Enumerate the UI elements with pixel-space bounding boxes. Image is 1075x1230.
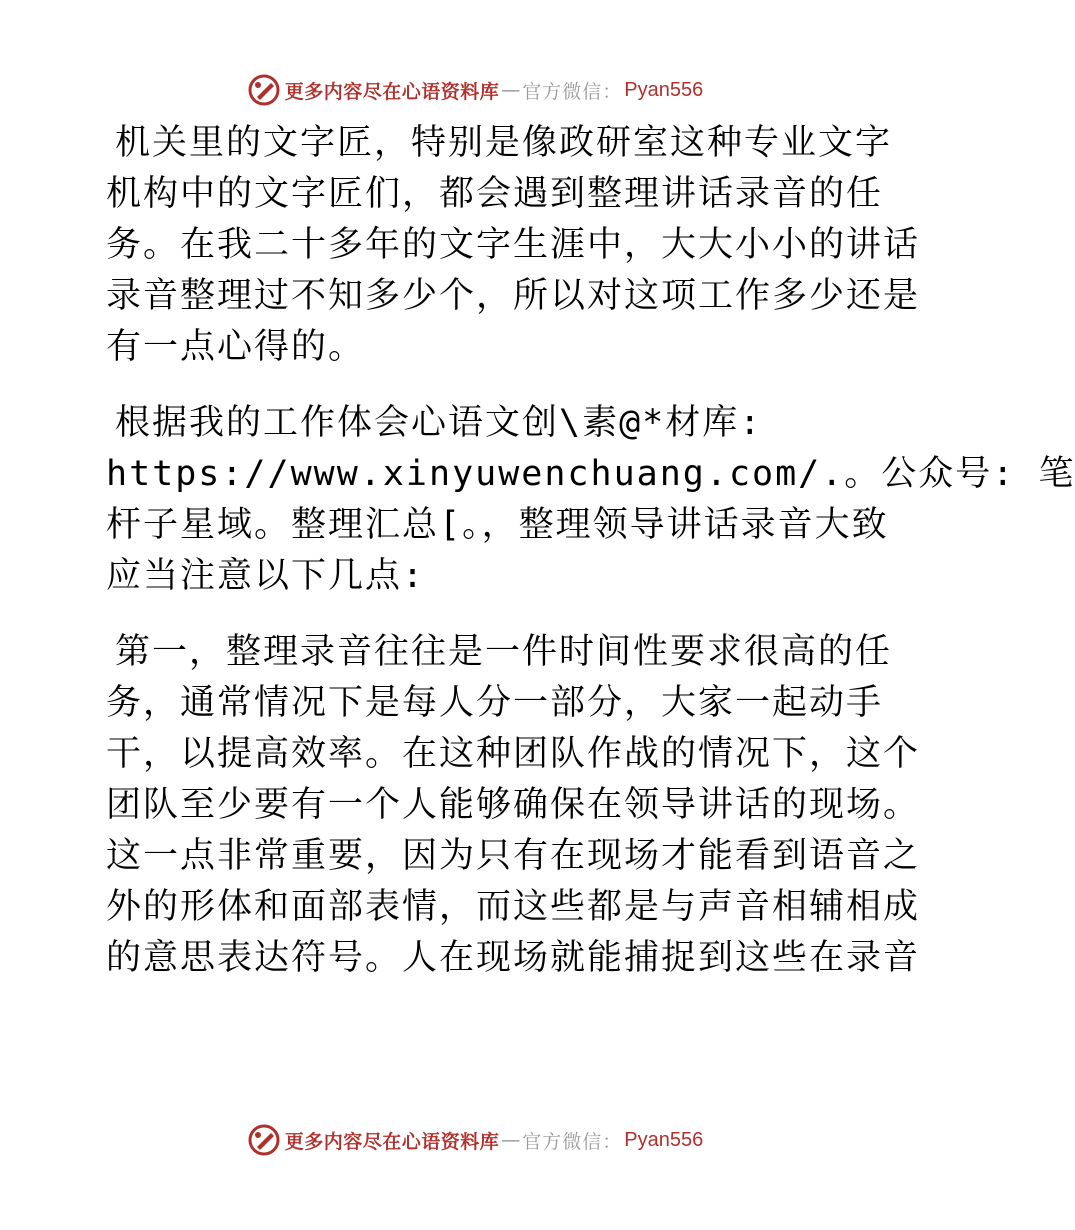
separator-dash: —: [501, 79, 521, 101]
document-body: [97, 118, 1075, 1009]
wechat-handle: Pyan556: [624, 1128, 704, 1151]
text-line: 这一点非常重要，因为只有在现场才能看到语音之: [106, 836, 921, 876]
text-line: 务，通常情况下是每人分一部分，大家一起动手: [106, 683, 884, 723]
wechat-handle: Pyan556: [624, 78, 704, 101]
text-line: 录音整理过不知多少个，所以对这项工作多少还是: [106, 276, 921, 316]
text-line: 杆子星域。整理汇总[。，整理领导讲话录音大致: [106, 505, 889, 545]
official-wechat-label: 官方微信：: [522, 80, 623, 103]
header-watermark-banner: [0, 70, 950, 110]
text-line: https://www.xinyuwenchuang.com/.。公众号: 笔: [106, 454, 1075, 494]
paragraph-3: [97, 627, 921, 984]
text-line: 有一点心得的。: [106, 327, 366, 367]
separator-dash: —: [501, 1129, 521, 1151]
official-wechat-label: 官方微信：: [522, 1130, 623, 1153]
paragraph-2: [97, 398, 1075, 602]
text-line: 根据我的工作体会心语文创\素@*材库:: [115, 403, 763, 443]
ink-logo-icon: [247, 1123, 281, 1157]
text-line: 外的形体和面部表情，而这些都是与声音相辅相成: [106, 887, 921, 927]
ink-logo-icon: [247, 73, 281, 107]
text-line: 干，以提高效率。在这种团队作战的情况下，这个: [106, 734, 921, 774]
text-line: 务。在我二十多年的文字生涯中，大大小小的讲话: [106, 225, 921, 265]
text-line: 团队至少要有一个人能够确保在领导讲话的现场。: [106, 785, 921, 825]
paragraph-1: [97, 118, 921, 373]
text-line: 机关里的文字匠，特别是像政研室这种专业文字: [115, 123, 893, 163]
text-line: 的意思表达符号。人在现场就能捕捉到这些在录音: [106, 938, 921, 978]
text-line: 应当注意以下几点:: [106, 556, 426, 596]
brand-text: 更多内容尽在心语资料库: [284, 1130, 500, 1153]
footer-watermark-banner: [0, 1120, 950, 1160]
brand-text: 更多内容尽在心语资料库: [284, 80, 500, 103]
text-line: 第一，整理录音往往是一件时间性要求很高的任: [115, 632, 893, 672]
text-line: 机构中的文字匠们，都会遇到整理讲话录音的任: [106, 174, 884, 214]
